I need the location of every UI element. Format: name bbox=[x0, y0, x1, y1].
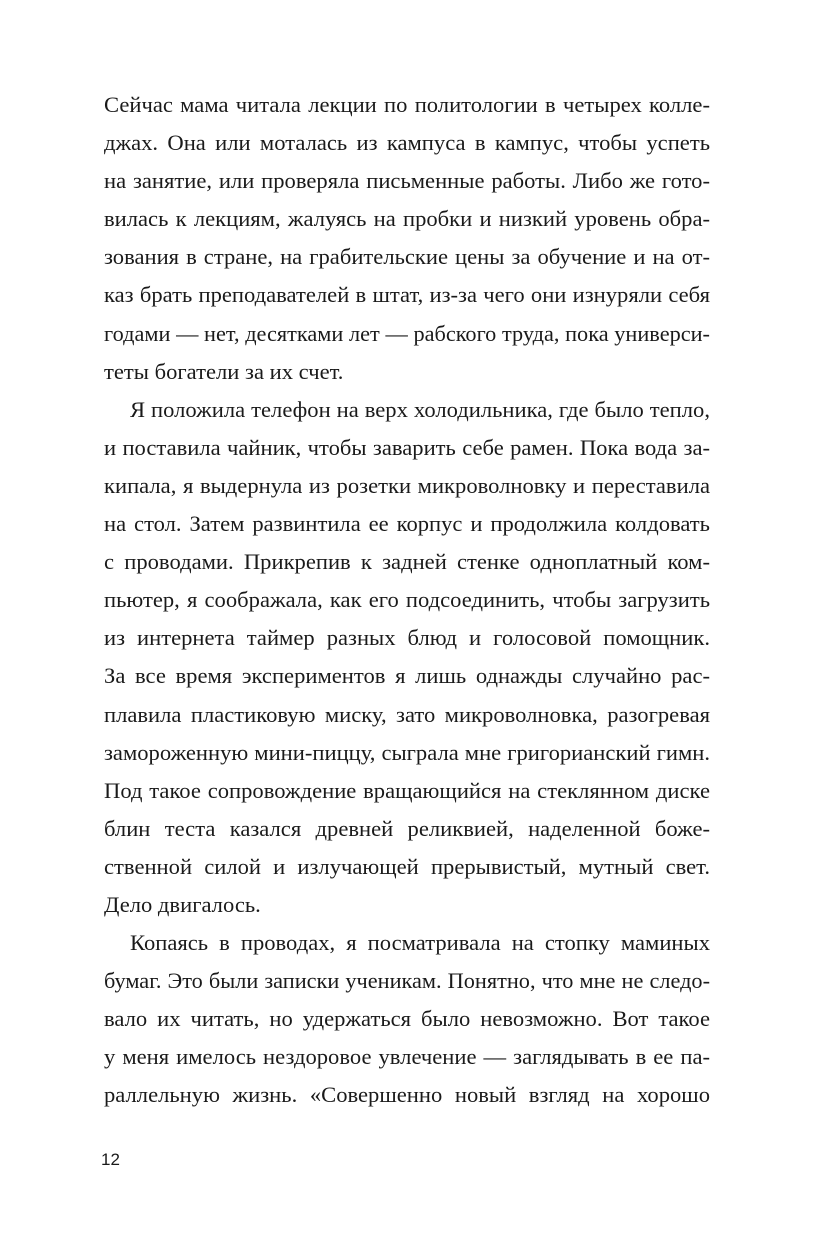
paragraph bbox=[104, 86, 710, 391]
text-line: Под такое сопровождение вращающийся на стеклянном диске bbox=[104, 777, 710, 803]
text-line: каз брать преподавателей в штат, из-за чего они изнуряли себя bbox=[104, 282, 710, 308]
text-line: За все время экспериментов я лишь однажды случайно рас- bbox=[104, 663, 710, 689]
text-line: на занятие, или проверяла письменные работы. Либо же гото- bbox=[104, 168, 710, 194]
text-line: Сейчас мама читала лекции по политологии в четырех колле- bbox=[104, 92, 710, 117]
text-line: теты богатели за их счет. bbox=[104, 358, 344, 384]
text-line: блин теста казался древней реликвией, наделенной боже- bbox=[104, 815, 710, 841]
text-line: замороженную мини-пиццу, сыграла мне григорианский гимн. bbox=[104, 739, 710, 765]
text-line: с проводами. Прикрепив к задней стенке одноплатный ком- bbox=[104, 549, 710, 575]
text-line: зования в стране, на грабительские цены за обучение и на от- bbox=[104, 244, 710, 270]
paragraph bbox=[104, 924, 710, 1114]
text-line: джах. Она или моталась из кампуса в кампус, чтобы успеть bbox=[104, 130, 710, 156]
text-line: Копаясь в проводах, я посматривала на стопку маминых bbox=[130, 930, 710, 956]
text-line: и поставила чайник, чтобы заварить себе рамен. Пока вода за- bbox=[104, 434, 710, 460]
text-line: плавила пластиковую миску, зато микроволновка, разогревая bbox=[104, 701, 710, 727]
text-line: вало их читать, но удержаться было невозможно. Вот такое bbox=[104, 1006, 710, 1032]
body-text bbox=[104, 86, 710, 1115]
text-line: бумаг. Это были записки ученикам. Понятно, что мне не следо- bbox=[104, 968, 710, 994]
paragraph bbox=[104, 391, 710, 924]
text-line: на стол. Затем развинтила ее корпус и продолжила колдовать bbox=[104, 511, 710, 537]
text-line: ственной силой и излучающей прерывистый, мутный свет. bbox=[104, 853, 710, 879]
text-line: раллельную жизнь. «Совершенно новый взгляд на хорошо bbox=[104, 1082, 710, 1108]
text-line: пьютер, я соображала, как его подсоединить, чтобы загрузить bbox=[104, 587, 710, 613]
text-line: у меня имелось нездоровое увлечение — заглядывать в ее па- bbox=[104, 1044, 710, 1070]
text-line: Дело двигалось. bbox=[104, 891, 261, 917]
text-line: кипала, я выдернула из розетки микроволновку и переставила bbox=[104, 472, 710, 498]
text-line: из интернета таймер разных блюд и голосовой помощник. bbox=[104, 625, 710, 651]
text-line: годами — нет, десятками лет — рабского труда, пока универси- bbox=[104, 320, 710, 346]
page-number: 12 bbox=[101, 1150, 120, 1169]
text-line: вилась к лекциям, жалуясь на пробки и низкий уровень обра- bbox=[104, 206, 710, 232]
text-line: Я положила телефон на верх холодильника, где было тепло, bbox=[130, 396, 710, 422]
